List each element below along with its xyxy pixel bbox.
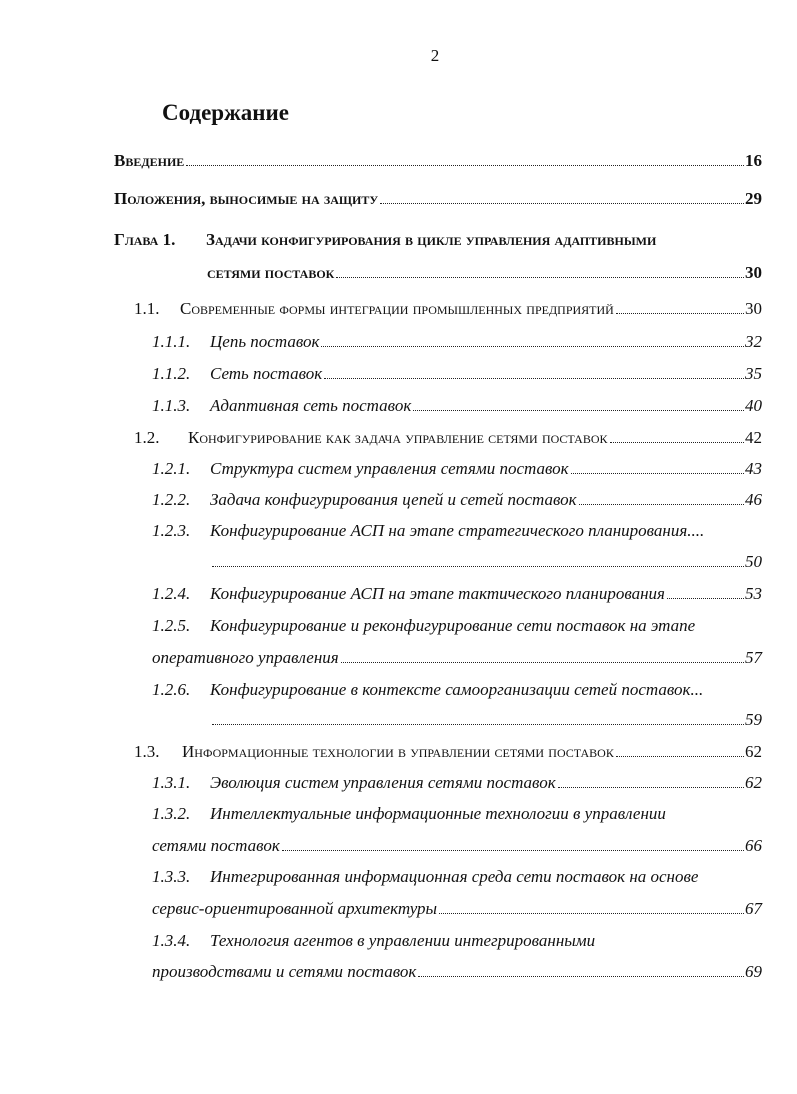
toc-entry-number: 1.1. [134,299,160,318]
leader-dots [571,473,744,474]
toc-entry-number: 1.3. [134,742,160,761]
toc-entry-1-3-2[interactable] [152,803,762,827]
toc-entry-page: 32 [745,332,762,351]
toc-entry-number: 1.3.2. [152,804,191,823]
toc-entry-label: оперативного управления [152,648,339,667]
toc-entry-theses[interactable] [114,188,762,212]
leader-dots [336,277,744,278]
toc-entry-1-2-1[interactable] [152,458,762,482]
toc-entry-label: Конфигурирование как задача управление сетями поставок [188,428,608,447]
toc-entry-page: 57 [745,648,762,667]
toc-entry-1-2-3[interactable] [152,520,762,544]
leader-dots [439,913,744,914]
toc-entry-1-2-5-cont[interactable] [152,647,762,671]
toc-entry-page: 69 [745,962,762,981]
toc-entry-1-1[interactable] [134,298,762,322]
toc-entry-1-2-6-cont[interactable] [210,709,762,733]
toc-entry-number: Глава 1. [114,230,176,249]
toc-entry-label: Сеть поставок [210,364,323,383]
toc-entry-number: 1.1.2. [152,364,191,383]
toc-entry-1-1-2[interactable] [152,363,762,387]
toc-entry-label: производствами и сетями поставок [152,962,417,981]
toc-entry-number: 1.1.1. [152,332,191,351]
toc-entry-chapter-1[interactable] [114,229,764,253]
toc-entry-label: Введение [114,151,185,170]
toc-entry-label: Цепь поставок [210,332,320,351]
toc-entry-page: 30 [745,263,762,282]
toc-entry-label: Интеллектуальные информационные технологии в управлении [210,804,666,823]
leader-dots [579,504,744,505]
toc-entry-page: 35 [745,364,762,383]
leader-dots [321,346,744,347]
toc-entry-1-1-3[interactable] [152,395,762,419]
toc-entry-number: 1.2.6. [152,680,191,699]
toc-entry-number: 1.2.1. [152,459,191,478]
leader-dots [282,850,744,851]
toc-entry-page: 53 [745,584,762,603]
leader-dots [341,662,744,663]
toc-entry-number: 1.3.1. [152,773,191,792]
leader-dots [610,442,745,443]
toc-entry-page: 29 [745,189,762,208]
toc-entry-page: 43 [745,459,762,478]
toc-entry-1-3-2-cont[interactable] [152,835,762,859]
toc-entry-1-3-3-cont[interactable] [152,898,762,922]
toc-entry-1-2-6[interactable] [152,679,762,703]
toc-entry-page: 42 [745,428,762,447]
toc-entry-page: 46 [745,490,762,509]
toc-entry-label: Адаптивная сеть поставок [210,396,412,415]
page-number: 2 [430,46,440,65]
toc-entry-label: сервис-ориентированной архитектуры [152,899,438,918]
leader-dots [667,598,744,599]
leader-dots [324,378,744,379]
toc-entry-page: 66 [745,836,762,855]
toc-entry-label: Технология агентов в управлении интегрированными [210,931,596,950]
leader-dots [212,566,744,567]
toc-entry-page: 62 [745,773,762,792]
toc-entry-label: сетями поставок [152,836,280,855]
toc-entry-label: Задачи конфигурирования в цикле управления адаптивными [206,230,657,249]
toc-entry-1-3[interactable] [134,741,762,765]
toc-entry-number: 1.2.4. [152,584,191,603]
leader-dots [616,756,744,757]
toc-entry-1-3-4[interactable] [152,930,762,954]
toc-entry-label: Конфигурирование АСП на этапе тактического планирования [210,584,665,603]
toc-entry-label: Современные формы интеграции промышленных предприятий [180,299,614,318]
toc-entry-intro[interactable] [114,150,762,174]
toc-entry-1-2-3-cont[interactable] [210,551,762,575]
leader-dots [418,976,744,977]
leader-dots [413,410,744,411]
toc-entry-1-1-1[interactable] [152,331,762,355]
toc-entry-number: 1.2. [134,428,160,447]
leader-dots [186,165,744,166]
toc-entry-1-3-4-cont[interactable] [152,961,762,985]
toc-entry-page: 67 [745,899,762,918]
toc-entry-number: 1.2.5. [152,616,191,635]
toc-entry-1-2-4[interactable] [152,583,762,607]
leader-dots [212,724,744,725]
toc-entry-1-2[interactable] [134,427,762,451]
toc-entry-page: 16 [745,151,762,170]
toc-title: Содержание [162,100,289,125]
toc-entry-number: 1.3.3. [152,867,191,886]
toc-entry-label: Конфигурирование в контексте самоорганизации сетей поставок... [210,680,704,699]
toc-entry-label: Положения, выносимые на защиту [114,189,379,208]
toc-entry-label: Структура систем управления сетями поставок [210,459,569,478]
toc-entry-page: 30 [745,299,762,318]
toc-entry-page: 59 [745,710,762,729]
toc-entry-1-3-3[interactable] [152,866,762,890]
toc-entry-page: 50 [745,552,762,571]
toc-entry-label: Эволюция систем управления сетями поставок [210,773,556,792]
toc-entry-label: Конфигурирование и реконфигурирование сети поставок на этапе [210,616,696,635]
toc-entry-1-3-1[interactable] [152,772,762,796]
toc-entry-number: 1.2.2. [152,490,191,509]
leader-dots [616,313,744,314]
toc-entry-page: 62 [745,742,762,761]
toc-entry-label: Интегрированная информационная среда сети поставок на основе [210,867,699,886]
toc-entry-number: 1.2.3. [152,521,191,540]
toc-entry-label: Конфигурирование АСП на этапе стратегического планирования.... [210,521,705,540]
toc-entry-label: Информационные технологии в управлении сетями поставок [182,742,614,761]
toc-entry-label: Задача конфигурирования цепей и сетей поставок [210,490,577,509]
toc-entry-1-2-2[interactable] [152,489,762,513]
toc-entry-number: 1.3.4. [152,931,191,950]
leader-dots [380,203,744,204]
toc-entry-number: 1.1.3. [152,396,191,415]
toc-entry-page: 40 [745,396,762,415]
toc-entry-label: сетями поставок [207,263,335,282]
toc-entry-chapter-1-cont[interactable] [207,262,762,286]
toc-entry-1-2-5[interactable] [152,615,762,639]
leader-dots [558,787,744,788]
